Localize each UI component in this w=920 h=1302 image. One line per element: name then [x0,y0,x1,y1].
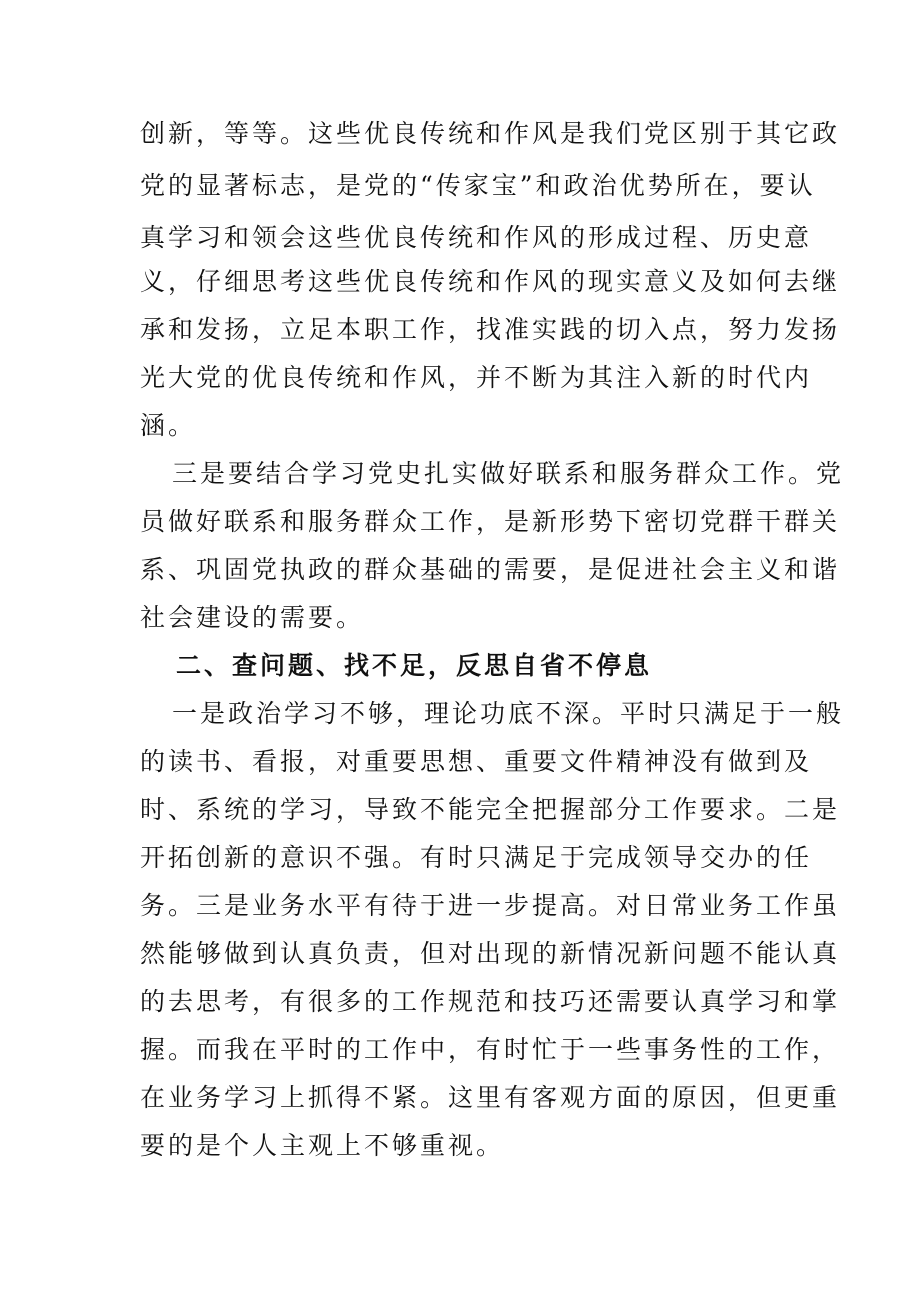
paragraph-line: 承和发扬，立足本职工作，找准实践的切入点，努力发扬 [140,315,841,344]
paragraph-line: 真学习和领会这些优良传统和作风的形成过程、历史意 [140,223,813,252]
paragraph-line: 要的是个人主观上不够重视。 [140,1131,505,1160]
paragraph-line: 党的显著标志，是党的“传家宝”和政治优势所在，要认 [140,171,816,200]
paragraph-line: 开拓创新的意识不强。有时只满足于完成领导交办的任 [140,843,813,872]
paragraph-line: 一是政治学习不够，理论功底不深。平时只满足于一般 [172,699,845,728]
paragraph-line: 的去思考，有很多的工作规范和技巧还需要认真学习和掌 [140,987,841,1016]
paragraph-line: 然能够做到认真负责，但对出现的新情况新问题不能认真 [140,939,841,968]
paragraph-line: 涵。 [140,411,197,440]
paragraph-line: 的读书、看报，对重要思想、重要文件精神没有做到及 [140,747,813,776]
paragraph-line: 务。三是业务水平有待于进一步提高。对日常业务工作虽 [140,891,841,920]
paragraph-line: 时、系统的学习，导致不能完全把握部分工作要求。二是 [140,795,841,824]
paragraph-line: 义，仔细思考这些优良传统和作风的现实意义及如何去继 [140,267,841,296]
paragraph-line: 在业务学习上抓得不紧。这里有客观方面的原因，但更重 [140,1083,841,1112]
paragraph-line: 创新，等等。这些优良传统和作风是我们党区别于其它政 [140,119,841,148]
section-heading: 二、查问题、找不足，反思自省不停息 [176,651,653,680]
paragraph-line: 三是要结合学习党史扎实做好联系和服务群众工作。党 [172,459,845,488]
paragraph-line: 系、巩固党执政的群众基础的需要，是促进社会主义和谐 [140,555,841,584]
paragraph-line: 员做好联系和服务群众工作，是新形势下密切党群干群关 [140,507,841,536]
paragraph-line: 社会建设的需要。 [140,603,365,632]
paragraph-line: 握。而我在平时的工作中，有时忙于一些事务性的工作， [140,1035,841,1064]
paragraph-line: 光大党的优良传统和作风，并不断为其注入新的时代内 [140,363,813,392]
